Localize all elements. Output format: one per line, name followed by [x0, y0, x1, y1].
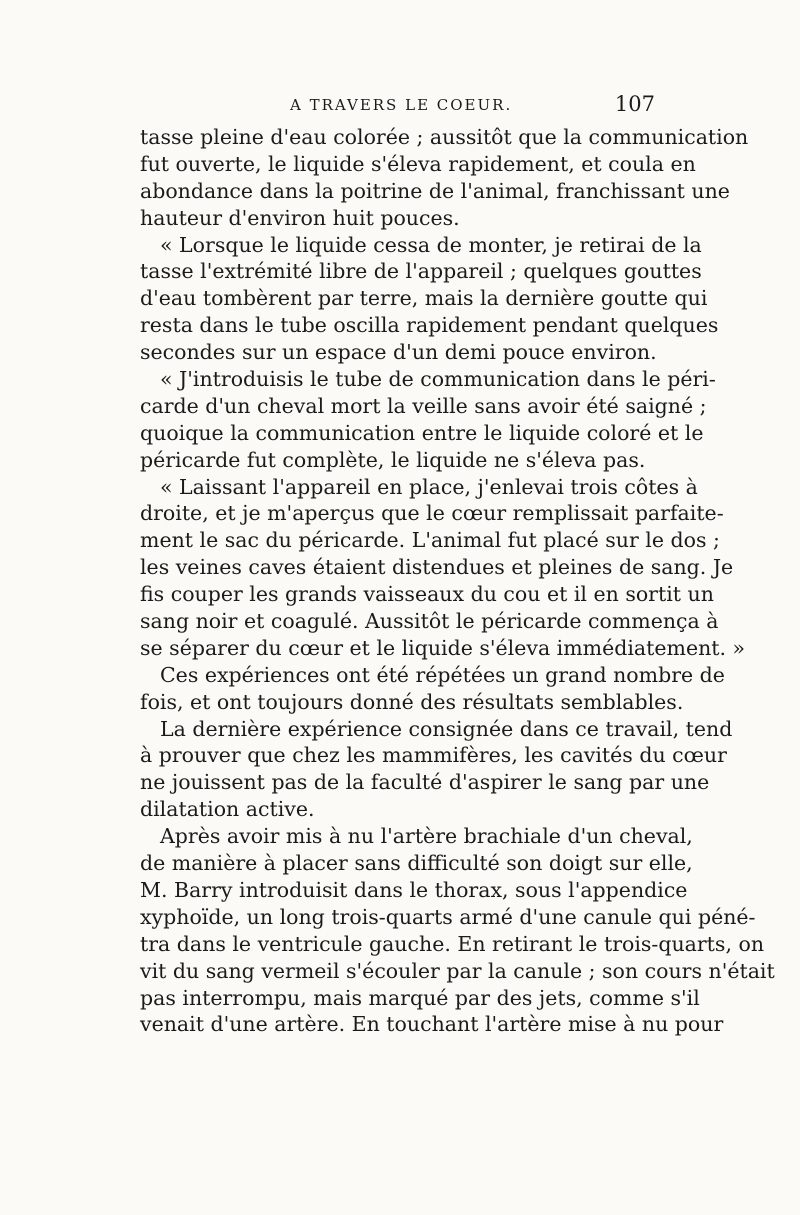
text-line: fut ouverte, le liquide s'éleva rapidement, et coula en [140, 151, 696, 176]
text-line: abondance dans la poitrine de l'animal, franchissant une [140, 178, 730, 203]
text-line: sang noir et coagulé. Aussitôt le péricarde commença à [140, 609, 719, 634]
body-text [140, 124, 775, 1038]
text-line: tasse pleine d'eau colorée ; aussitôt que la communication [140, 125, 749, 149]
text-line: fis couper les grands vaisseaux du cou et il en sortit un [140, 582, 714, 607]
page-header [140, 92, 655, 120]
text-line: vit du sang vermeil s'écouler par la canule ; son cours n'était [140, 958, 775, 983]
text-line: Après avoir mis à nu l'artère brachiale d'un cheval, [160, 824, 693, 849]
text-line: Ces expériences ont été répétées un grand nombre de [160, 662, 725, 687]
page-number: 107 [614, 92, 655, 116]
text-line: ment le sac du péricarde. L'animal fut placé sur le dos ; [140, 528, 720, 553]
text-line: de manière à placer sans difficulté son doigt sur elle, [140, 851, 693, 876]
text-line: quoique la communication entre le liquide coloré et le [140, 420, 704, 445]
text-line: M. Barry introduisit dans le thorax, sous l'appendice [140, 877, 688, 902]
text-line: hauteur d'environ huit pouces. [140, 205, 460, 230]
text-line: à prouver que chez les mammifères, les cavités du cœur [140, 743, 727, 768]
text-line: péricarde fut complète, le liquide ne s'éleva pas. [140, 447, 646, 472]
text-line: d'eau tombèrent par terre, mais la dernière goutte qui [140, 286, 708, 311]
text-line: droite, et je m'aperçus que le cœur remplissait parfaite- [140, 501, 724, 526]
text-line: « Lorsque le liquide cessa de monter, je retirai de la [160, 232, 702, 257]
text-line: « J'introduisis le tube de communication dans le péri- [160, 367, 716, 392]
text-line: « Laissant l'appareil en place, j'enlevai trois côtes à [160, 474, 698, 499]
text-line: pas interrompu, mais marqué par des jets, comme s'il [140, 985, 700, 1010]
text-line: se séparer du cœur et le liquide s'éleva immédiatement. » [140, 635, 746, 660]
running-title: A TRAVERS LE COEUR. [290, 96, 513, 114]
text-line: La dernière expérience consignée dans ce travail, tend [160, 716, 733, 741]
text-line: carde d'un cheval mort la veille sans avoir été saigné ; [140, 393, 707, 418]
text-line: ne jouissent pas de la faculté d'aspirer le sang par une [140, 770, 710, 795]
text-line: les veines caves étaient distendues et pleines de sang. Je [140, 555, 734, 580]
text-line: venait d'une artère. En touchant l'artère mise à nu pour [140, 1012, 724, 1037]
text-line: secondes sur un espace d'un demi pouce environ. [140, 340, 657, 365]
text-line: dilatation active. [140, 797, 315, 822]
text-line: fois, et ont toujours donné des résultats semblables. [140, 689, 684, 714]
text-line: tra dans le ventricule gauche. En retirant le trois-quarts, on [140, 931, 765, 956]
text-line: xyphoïde, un long trois-quarts armé d'une canule qui péné- [140, 904, 756, 929]
text-line: resta dans le tube oscilla rapidement pendant quelques [140, 313, 719, 338]
text-line: tasse l'extrémité libre de l'appareil ; quelques gouttes [140, 259, 702, 284]
